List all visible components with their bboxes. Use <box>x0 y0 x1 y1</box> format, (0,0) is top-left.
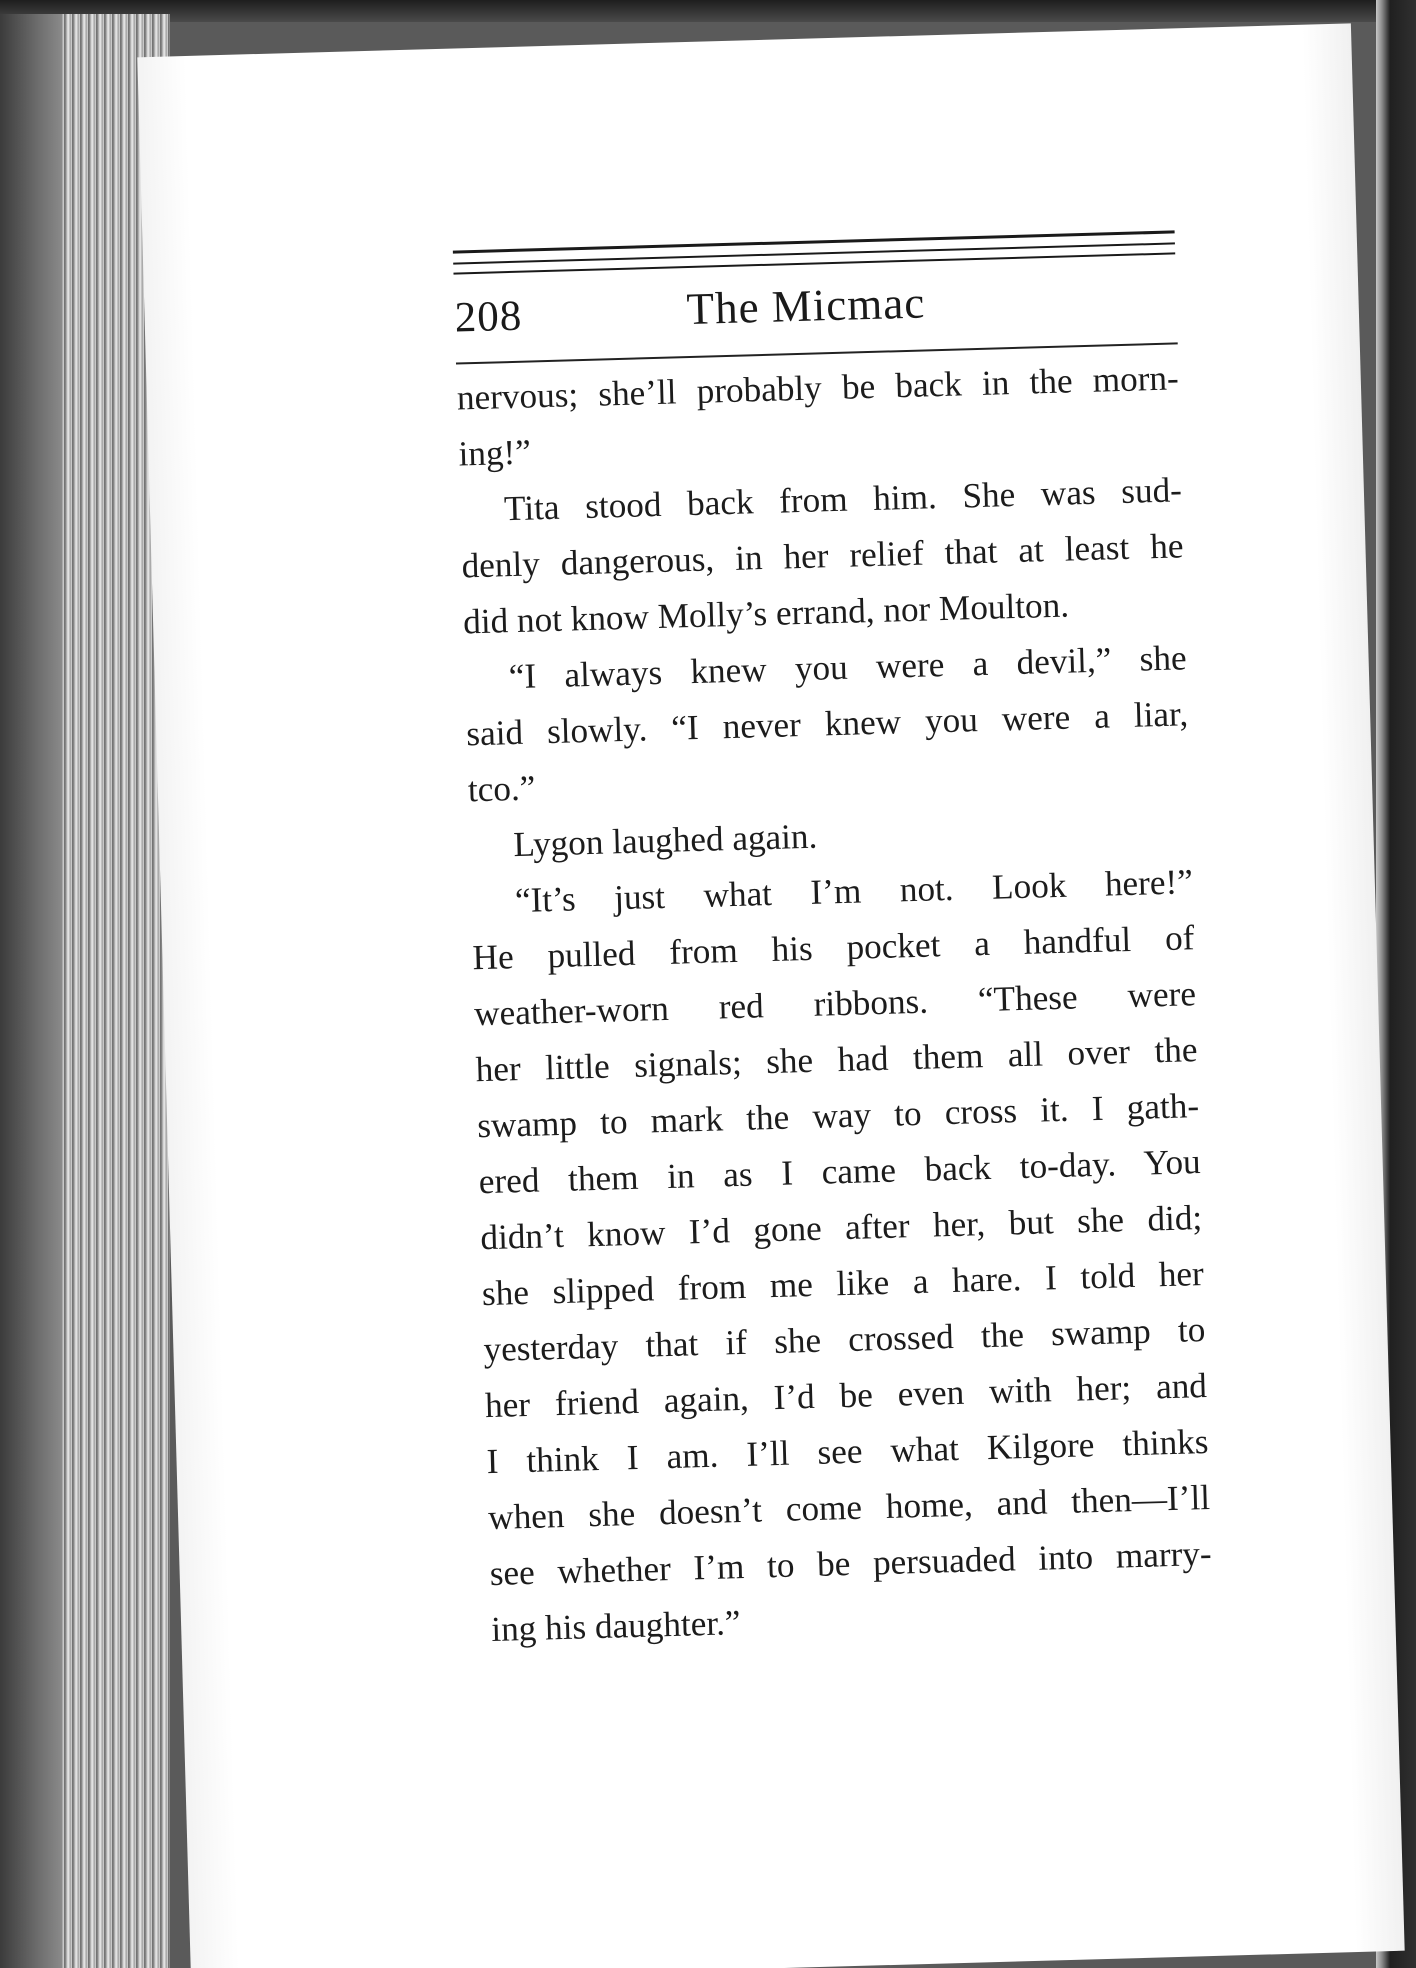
text-line: swamp to mark the way to cross it. I gath- <box>476 1086 1200 1146</box>
header-rule-bottom <box>453 252 1175 274</box>
text-line: ing!” <box>457 432 532 474</box>
text-line: said slowly. “I never knew you were a liar, <box>465 694 1189 754</box>
text-line: Tita stood back from him. She was sud- <box>503 470 1183 529</box>
text-line: weather-worn red ribbons. “These were <box>473 974 1197 1034</box>
text-line: her little signals; she had them all over the <box>475 1030 1198 1090</box>
text-line: tco.” <box>467 768 536 810</box>
text-line: I think I am. I’ll see what Kilgore thinks <box>486 1421 1209 1482</box>
text-line: didn’t know I’d gone after her, but she did; <box>479 1198 1203 1258</box>
text-line: see whether I’m to be persuaded into marry- <box>489 1533 1213 1594</box>
text-line: when she doesn’t come home, and then—I’ll <box>487 1477 1211 1538</box>
book-cover-edge <box>0 14 62 1968</box>
body-text <box>456 350 1214 1658</box>
scanner-top-edge <box>0 0 1416 22</box>
header-rule-top <box>453 230 1175 253</box>
text-line: “It’s just what I’m not. Look here!” <box>514 862 1194 921</box>
text-line: nervous; she’ll probably be back in the morn- <box>456 358 1180 418</box>
text-line: Lygon laughed again. <box>512 816 818 865</box>
book-page <box>137 23 1404 1968</box>
text-line: “I always knew you were a devil,” she <box>508 638 1188 697</box>
text-line: she slipped from me like a hare. I told her <box>481 1254 1205 1314</box>
text-line: did not know Molly’s errand, nor Moulton. <box>462 585 1070 642</box>
header-rule-middle <box>453 242 1175 264</box>
book-title: The Micmac <box>685 277 926 335</box>
text-line: ing his daughter.” <box>490 1603 742 1650</box>
text-line: denly dangerous, in her relief that at least he <box>461 526 1184 586</box>
text-line: yesterday that if she crossed the swamp to <box>482 1310 1206 1370</box>
text-line: He pulled from his pocket a handful of <box>472 918 1195 978</box>
text-line: her friend again, I’d be even with her; and <box>484 1365 1208 1426</box>
text-line: ered them in as I came back to-day. You <box>478 1142 1202 1202</box>
page-number: 208 <box>454 292 523 342</box>
running-head <box>454 273 1177 353</box>
